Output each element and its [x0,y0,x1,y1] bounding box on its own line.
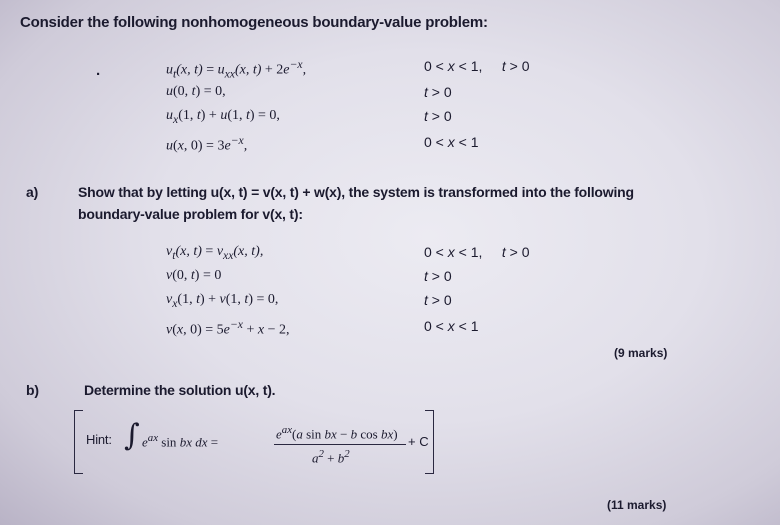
system-2-cond-4: 0 < x < 1 [424,318,479,334]
system-2-cond-2: t > 0 [424,268,452,284]
system-1-eq-1: $u_t(x$, $t) = u_{xx}(x$, $t) + 2e^{-x}$, [166,58,307,81]
system-2-eq-3: $v_x(1$, t) + v(1, t) = 0, [166,292,279,310]
hint-constant: + C [408,434,429,449]
hint-label: Hint: [86,432,112,447]
hint-fraction-bar [274,444,406,445]
hint-bracket-left [74,410,83,474]
system-2-cond-1: 0 < x < 1, t > 0 [424,244,530,260]
system-2-cond-3: t > 0 [424,292,452,308]
system-1-eq-4: u(x, $0) = 3e^{-x}$, [166,134,248,154]
integral-sign-icon: ∫ [124,418,140,453]
problem-intro: Consider the following nonhomogeneous boundary-value problem: [20,14,488,31]
part-b-marks: (11 marks) [607,498,667,512]
system-2-eq-2: v(0, t) = 0 [166,268,222,283]
part-b-line-1: Determine the solution u(x, t). [84,382,276,398]
hint-integrand: $e^{ax}$ sin bx dx = [142,432,219,450]
part-b-label: b) [26,382,39,398]
part-a-line-1: Show that by letting u(x, t) = v(x, t) + w(x), the system is transformed into the following [78,184,634,200]
hint-box [74,410,434,472]
system-2-eq-1: $v_t(x$, $t) = v_{xx}(x$, t), [166,244,264,262]
stray-bullet: · [96,66,101,83]
system-1-cond-2: t > 0 [424,84,452,100]
system-1-cond-1: 0 < x < 1, t > 0 [424,58,530,74]
part-a-label: a) [26,184,39,200]
system-1-cond-4: 0 < x < 1 [424,134,479,150]
hint-denominator: $a^2 + b^2$ [312,448,350,466]
part-a-line-2: boundary-value problem for v(x, t): [78,206,303,222]
system-2-eq-4: v(x, $0) = 5e^{-x} + x - 2$, [166,318,290,338]
system-1-cond-3: t > 0 [424,108,452,124]
hint-numerator: $e^{ax}(a$ sin bx − b cos bx) [276,424,398,442]
part-a-marks: (9 marks) [614,346,668,360]
system-1-eq-2: u(0, t) = 0, [166,84,226,99]
system-1-eq-3: $u_x(1$, t) + u(1, t) = 0, [166,108,280,126]
